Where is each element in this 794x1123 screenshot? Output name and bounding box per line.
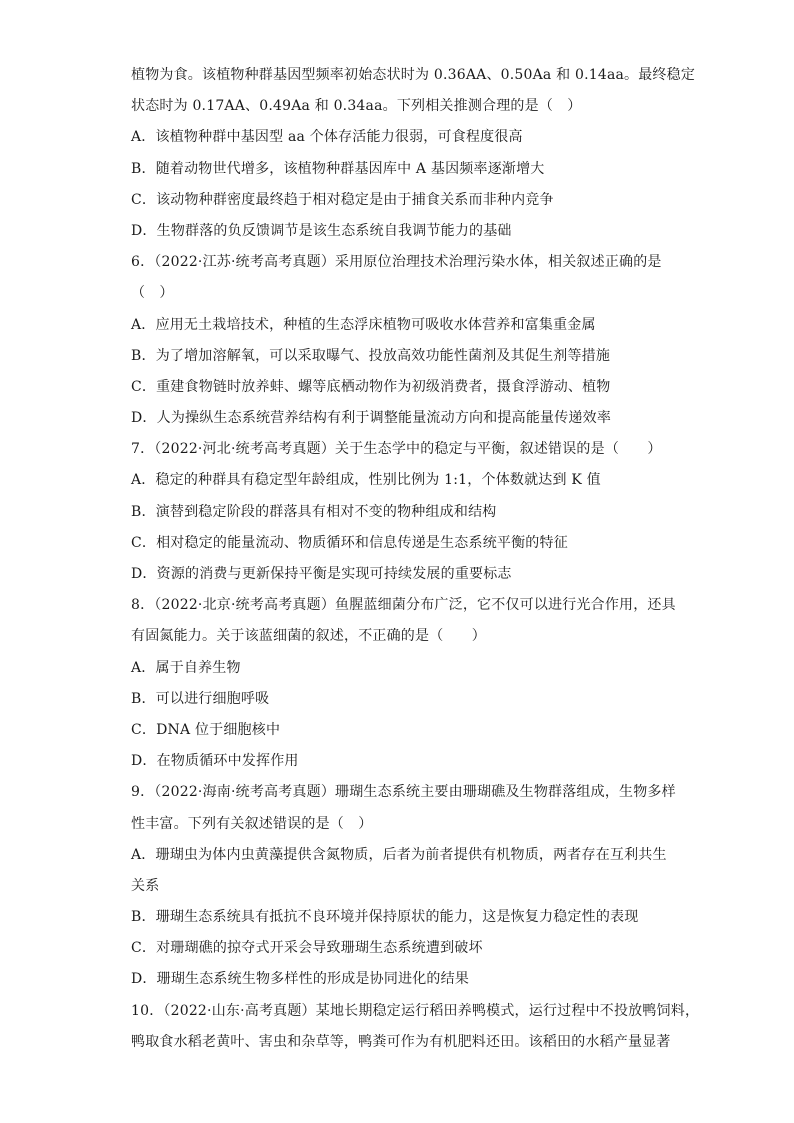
question-7-stem: 7．（2022·河北·统考高考真题）关于生态学中的稳定与平衡，叙述错误的是（ ） (131, 441, 662, 458)
option-a: A．应用无土栽培技术，种植的生态浮床植物可吸收水体营养和富集重金属 (131, 316, 596, 333)
option-a: A．该植物种群中基因型 aa 个体存活能力很弱，可食程度很高 (131, 129, 523, 146)
question-6-stem: 6．（2022·江苏·统考高考真题）采用原位治理技术治理污染水体，相关叙述正确的是 (131, 254, 662, 271)
question-8-stem: 8．（2022·北京·统考高考真题）鱼腥蓝细菌分布广泛，它不仅可以进行光合作用，还具 (131, 597, 676, 614)
option-c: C．对珊瑚礁的掠夺式开采会导致珊瑚生态系统遭到破坏 (131, 940, 483, 957)
option-c: C．DNA 位于细胞核中 (131, 721, 281, 738)
option-b: B．珊瑚生态系统具有抵抗不良环境并保持原状的能力，这是恢复力稳定性的表现 (131, 909, 639, 926)
option-b: B．可以进行细胞呼吸 (131, 690, 270, 707)
question-text (131, 60, 700, 1058)
text-line: 状态时为 0.17AA、0.49Aa 和 0.34aa。下列相关推测合理的是（ ） (131, 98, 582, 115)
option-d: D．在物质循环中发挥作用 (131, 753, 299, 770)
question-10-stem: 10．（2022·山东·高考真题）某地长期稳定运行稻田养鸭模式，运行过程中不投放鸭饲料， (131, 1002, 700, 1019)
option-a: A．稳定的种群具有稳定型年龄组成，性别比例为 1:1，个体数就达到 K 值 (131, 472, 601, 489)
option-b: B．演替到稳定阶段的群落具有相对不变的物种组成和结构 (131, 503, 497, 520)
option-b: B．为了增加溶解氧，可以采取曝气、投放高效功能性菌剂及其促生剂等措施 (131, 347, 611, 364)
option-c: C．该动物种群密度最终趋于相对稳定是由于捕食关系而非种内竞争 (131, 191, 554, 208)
option-c: C．相对稳定的能量流动、物质循环和信息传递是生态系统平衡的特征 (131, 534, 568, 551)
question-8-stem: 有固氮能力。关于该蓝细菌的叙述，不正确的是（ ） (131, 628, 486, 645)
question-9-stem: 性丰富。下列有关叙述错误的是（ ） (131, 815, 373, 832)
option-d: D．生物群落的负反馈调节是该生态系统自我调节能力的基础 (131, 222, 512, 239)
option-d: D．资源的消费与更新保持平衡是实现可持续发展的重要标志 (131, 566, 512, 582)
question-9-stem: 9．（2022·海南·统考高考真题）珊瑚生态系统主要由珊瑚礁及生物群落组成，生物多样 (131, 784, 676, 801)
question-6-stem: （ ） (131, 285, 174, 302)
question-10-stem: 鸭取食水稻老黄叶、害虫和杂草等，鸭粪可作为有机肥料还田。该稻田的水稻产量显著 (131, 1033, 671, 1050)
text-line: 植物为食。该植物种群基因型频率初始态状时为 0.36AA、0.50Aa 和 0.14aa。最终稳定 (131, 67, 696, 83)
option-a: A．属于自养生物 (131, 659, 241, 676)
option-a: A．珊瑚虫为体内虫黄藻提供含氮物质，后者为前者提供有机物质，两者存在互利共生 (131, 846, 667, 863)
option-d: D．珊瑚生态系统生物多样性的形成是协同进化的结果 (131, 971, 470, 988)
option-a: 关系 (131, 877, 160, 894)
option-c: C．重建食物链时放养蚌、螺等底栖动物作为初级消费者，摄食浮游动、植物 (131, 378, 611, 395)
option-d: D．人为操纵生态系统营养结构有利于调整能量流动方向和提高能量传递效率 (131, 410, 612, 427)
option-b: B．随着动物世代增多，该植物种群基因库中 A 基因频率逐渐增大 (131, 160, 545, 177)
